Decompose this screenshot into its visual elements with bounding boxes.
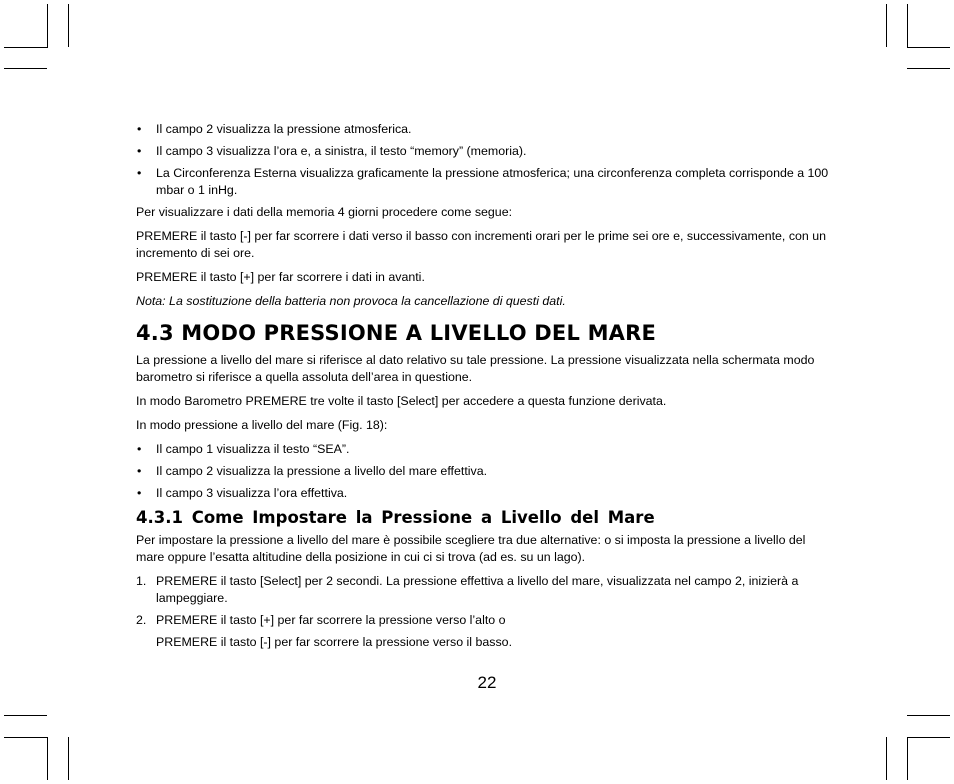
paragraph: PREMERE il tasto [-] per far scorrere i dati verso il basso con incrementi orari per le prime sei ore e, successivamente, con un incremento di sei ore. (136, 229, 827, 260)
paragraph: In modo Barometro PREMERE tre volte il tasto [Select] per accedere a questa funzione derivata. (136, 394, 667, 408)
crop-mark (47, 4, 48, 47)
crop-mark (907, 737, 908, 780)
paragraph: Per impostare la pressione a livello del mare è possibile scegliere tra due alternative: o si imposta la pressione a livello del mare oppure l’esatta altitudine della posizione in cui ci si trova (ad es. su un lago). (136, 533, 806, 564)
page-content (136, 121, 832, 651)
crop-mark (907, 68, 950, 69)
section-heading: 4.3 MODO PRESSIONE A LIVELLO DEL MARE (136, 321, 657, 345)
step-item (136, 573, 832, 607)
paragraph: In modo pressione a livello del mare (Fig. 18): (136, 418, 388, 432)
paragraph: La pressione a livello del mare si riferisce al dato relativo su tale pressione. La pressione visualizzata nella schermata modo barometro si riferisce a quella assoluta dell’area in questione. (136, 353, 815, 384)
list-item: • Il campo 3 visualizza l’ora e, a sinistra, il testo “memory” (memoria). (136, 143, 832, 160)
step-continuation: PREMERE il tasto [-] per far scorrere la pressione verso il basso. (156, 635, 513, 649)
crop-mark (886, 737, 887, 780)
crop-mark (68, 737, 69, 780)
step-number: 2. (136, 613, 147, 627)
crop-mark (886, 4, 887, 47)
crop-mark (907, 715, 950, 716)
list-item: • Il campo 2 visualizza la pressione atmosferica. (136, 121, 832, 138)
crop-mark (907, 737, 950, 738)
note: Nota: La sostituzione della batteria non provoca la cancellazione di questi dati. (136, 294, 566, 308)
step-text: PREMERE il tasto [Select] per 2 secondi. La pressione effettiva a livello del mare, visualizzata nel campo 2, inizierà a lampeggiare. (156, 574, 799, 605)
paragraph: PREMERE il tasto [+] per far scorrere i dati in avanti. (136, 270, 425, 284)
list-item: • La Circonferenza Esterna visualizza graficamente la pressione atmosferica; una circonferenza completa corrisponde a 100 mbar o 1 inHg. (136, 165, 832, 199)
intro-bullet-list (136, 121, 832, 199)
steps-list (136, 573, 832, 629)
crop-mark (4, 715, 47, 716)
list-item: • Il campo 1 visualizza il testo “SEA”. (136, 441, 832, 458)
crop-mark (68, 4, 69, 47)
crop-mark (4, 737, 48, 738)
crop-mark (4, 68, 47, 69)
paragraph: Per visualizzare i dati della memoria 4 giorni procedere come segue: (136, 205, 513, 219)
crop-mark (4, 47, 48, 48)
crop-mark (907, 4, 908, 47)
section-bullet-list (136, 441, 832, 502)
crop-mark (907, 47, 950, 48)
list-item: • Il campo 3 visualizza l’ora effettiva. (136, 485, 832, 502)
step-number: 1. (136, 574, 147, 588)
crop-mark (47, 737, 48, 780)
step-item (136, 612, 832, 629)
step-text: PREMERE il tasto [+] per far scorrere la pressione verso l’alto o (156, 613, 506, 627)
subsection-heading: 4.3.1 Come Impostare la Pressione a Livello del Mare (136, 508, 655, 527)
page-number: 22 (477, 673, 497, 692)
list-item: • Il campo 2 visualizza la pressione a livello del mare effettiva. (136, 463, 832, 480)
